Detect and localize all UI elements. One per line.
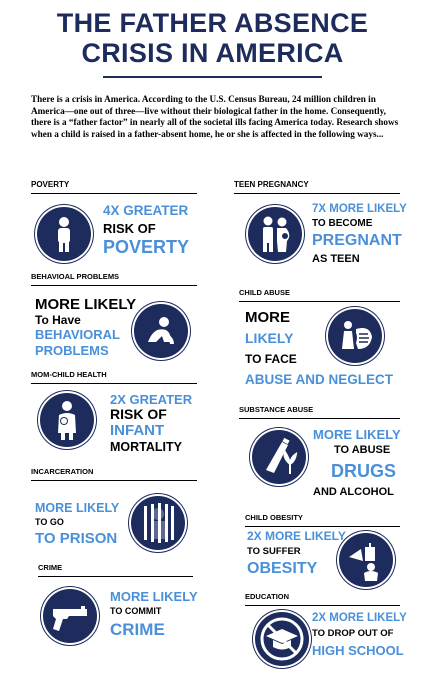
- obesity-line-3: OBESITY: [247, 560, 318, 577]
- teen-pregnancy-line-3: PREGNANT: [312, 232, 402, 249]
- mom-child-line-1: 2X GREATER: [110, 392, 193, 407]
- section-rule-poverty: [31, 193, 197, 194]
- child-abuse-line-1: MORE: [245, 309, 290, 326]
- section-rule-substance: [239, 418, 400, 419]
- intro-paragraph: There is a crisis in America. According to the U.S. Census Bureau, 24 million children in America—one out of three—live without their biological father in the home. Consequently, there is a “father factor” in nearly all of the societal ills facing America today. Research shows when a child is raised in a father-absent home, he or she is affected in the following ways...: [31, 94, 399, 139]
- section-rule-teen-pregnancy: [234, 193, 400, 194]
- section-label-poverty: POVERTY: [31, 180, 70, 189]
- title-line-1: THE FATHER ABSENCE: [56, 8, 369, 38]
- teen-pregnancy-line-2: TO BECOME: [312, 218, 373, 229]
- section-rule-mom-child: [31, 383, 197, 384]
- sad-child-icon: [134, 304, 188, 358]
- behavioral-line-4: PROBLEMS: [35, 343, 109, 358]
- section-rule-incarceration: [31, 480, 197, 481]
- title-line-2: CRISIS IN AMERICA: [81, 38, 344, 68]
- section-label-crime: CRIME: [38, 563, 63, 572]
- substance-line-3: DRUGS: [331, 461, 397, 481]
- obesity-line-2: TO SUFFER: [247, 546, 301, 557]
- obesity-line-1: 2X MORE LIKELY: [247, 529, 346, 543]
- behavioral-line-2: To Have: [35, 313, 81, 327]
- section-label-mom-child: MOM-CHILD HEALTH: [31, 370, 107, 379]
- section-rule-child-abuse: [239, 301, 400, 302]
- no-graduation-cap-icon: [255, 612, 309, 666]
- section-label-child-abuse: CHILD ABUSE: [239, 288, 290, 297]
- education-line-1: 2X MORE LIKELY: [312, 612, 407, 624]
- behavioral-line-1: MORE LIKELY: [35, 296, 137, 313]
- substance-line-1: MORE LIKELY: [313, 427, 401, 442]
- section-rule-behavioral: [31, 285, 197, 286]
- teen-pregnancy-line-1: 7X MORE LIKELY: [312, 203, 407, 215]
- mom-child-line-4: MORTALITY: [110, 440, 182, 454]
- mom-child-line-3: INFANT: [110, 422, 165, 439]
- incarceration-line-2: TO GO: [35, 517, 64, 527]
- pregnant-couple-icon: [248, 207, 302, 261]
- poverty-line-3: POVERTY: [103, 237, 190, 257]
- poverty-line-2: RISK OF: [103, 221, 156, 236]
- teen-pregnancy-line-4: AS TEEN: [312, 253, 360, 265]
- prison-bars-icon: [131, 496, 185, 550]
- section-label-substance: SUBSTANCE ABUSE: [239, 405, 314, 414]
- crime-line-1: MORE LIKELY: [110, 589, 198, 604]
- education-line-2: TO DROP OUT OF: [312, 628, 394, 639]
- substance-line-2: TO ABUSE: [334, 444, 391, 456]
- incarceration-line-3: TO PRISON: [35, 530, 118, 547]
- bottle-leaf-icon: [252, 430, 306, 484]
- crime-line-3: CRIME: [110, 620, 165, 639]
- child-abuse-line-4: ABUSE AND NEGLECT: [245, 372, 394, 387]
- fast-food-icon: [339, 533, 393, 587]
- crime-line-2: TO COMMIT: [110, 606, 162, 616]
- gun-icon: [43, 589, 97, 643]
- incarceration-line-1: MORE LIKELY: [35, 501, 120, 515]
- section-label-obesity: CHILD OBESITY: [245, 513, 303, 522]
- education-line-3: HIGH SCHOOL: [312, 643, 404, 658]
- child-icon: [37, 207, 91, 261]
- behavioral-line-3: BEHAVIORAL: [35, 327, 120, 342]
- child-abuse-line-2: LIKELY: [245, 330, 294, 346]
- section-label-incarceration: INCARCERATION: [31, 467, 94, 476]
- section-rule-education: [245, 605, 400, 606]
- mom-child-line-2: RISK OF: [110, 406, 167, 422]
- fist-icon: [328, 309, 382, 363]
- poverty-line-1: 4X GREATER: [103, 203, 189, 218]
- section-label-behavioral: BEHAVIOAL PROBLEMS: [31, 272, 120, 281]
- section-label-education: EDUCATION: [245, 592, 290, 601]
- child-abuse-line-3: TO FACE: [245, 352, 297, 366]
- mother-baby-icon: [40, 393, 94, 447]
- section-rule-obesity: [245, 526, 400, 527]
- section-label-teen-pregnancy: TEEN PREGNANCY: [234, 180, 309, 189]
- substance-line-4: AND ALCOHOL: [313, 486, 394, 498]
- section-rule-crime: [38, 576, 193, 577]
- title-divider: [103, 76, 322, 78]
